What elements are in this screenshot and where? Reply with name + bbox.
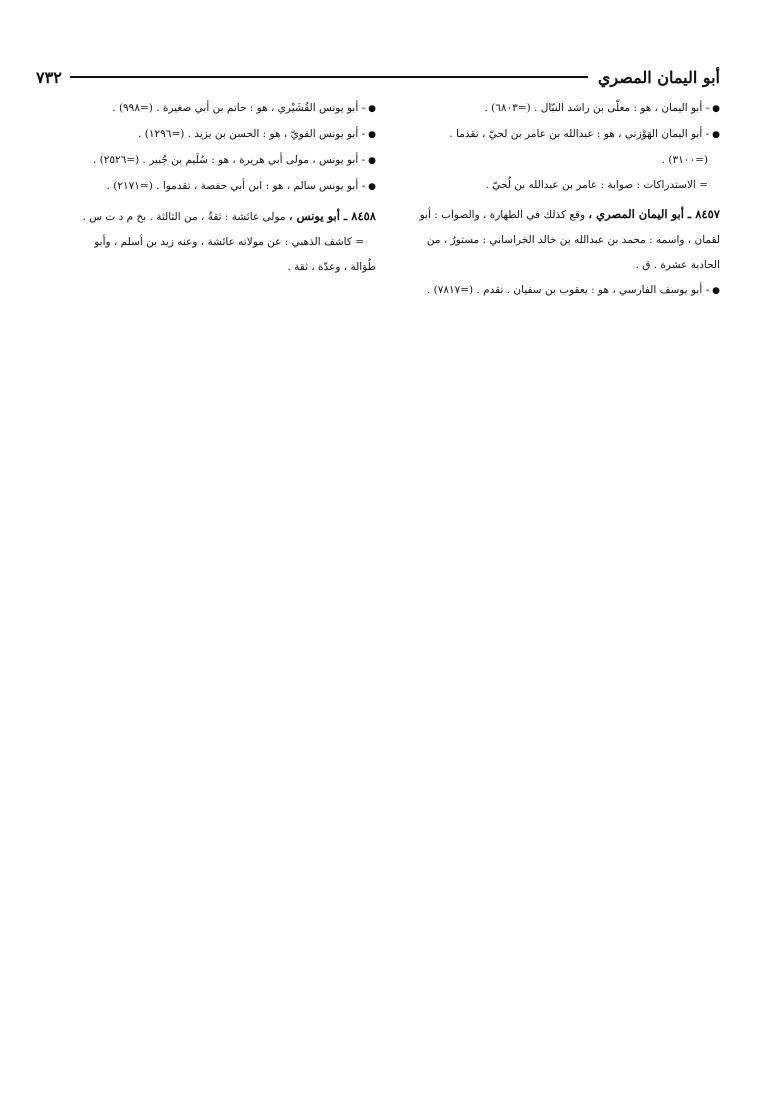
list-item: ● - أبو اليمان ، هو : معلّى بن راشد النبّال . (=٦٨٠٣) . (384, 96, 720, 122)
list-item: ● - أبو يوسف الفارسي ، هو : يعقوب بن سفيان . تقدم . (=٧٨١٧) . (384, 278, 720, 304)
list-item: ● - أبو اليمان الهَوْزني ، هو : عبدالله بن عامر بن لحيّ ، تقدما . (384, 122, 720, 148)
left-column (36, 96, 376, 280)
list-item: ● - أبو يونس سالم ، هو : ابن أبي حفصة ، تقدموا . (=٢١٧١) . (36, 174, 376, 200)
list-item-note: = الاستدراكات : صوابة : عامر بن عبدالله بن لُحيّ . (485, 179, 708, 191)
list-item: ● - أبو يونس القُشَيْري ، هو : حاتم بن أبي صغيرة . (=٩٩٨) . (36, 96, 376, 122)
entry-text: مولى عائشة : ثقةٌ ، من الثالثة . بخ م د ت س . (82, 211, 286, 223)
running-header (36, 64, 720, 90)
entry-text: = كاشف الذهبي : عن مولاته عائشة ، وعنه زيد بن أسلم ، وأبو (94, 236, 364, 248)
entry-heading: ٨٤٥٨ ـ أبو يونس ، (288, 209, 376, 223)
list-item-continuation: (=٣١٠٠) . (661, 154, 708, 166)
header-rule (70, 76, 588, 78)
entry-text: الحادية عشرة . ق . (635, 259, 720, 271)
page-number: ٧٣٢ (36, 67, 62, 87)
entry-8457 (384, 202, 720, 228)
right-column (384, 96, 720, 304)
entry-text: طُوَالة ، وعدّة ، ثقة . (287, 261, 376, 273)
entry-text: لقمان ، واسمه : محمد بن عبدالله بن خالد الخراساني : مستورٌ ، من (426, 234, 720, 246)
list-item: ● - أبو يونس القويّ ، هو : الحسن بن يزيد . (=١٢٩٦) . (36, 122, 376, 148)
entry-heading: ٨٤٥٧ ـ أبو اليمان المصري ، (588, 207, 720, 221)
list-item: ● - أبو يونس ، مولى أبي هريرة ، هو : سُلَيم بن جُبير . (=٢٥٢٦) . (36, 148, 376, 174)
entry-text: وقع كذلك في الطهارة ، والصواب : أبو (419, 209, 586, 221)
entry-8458 (36, 204, 376, 230)
header-title: أبو اليمان المصري (597, 67, 720, 87)
